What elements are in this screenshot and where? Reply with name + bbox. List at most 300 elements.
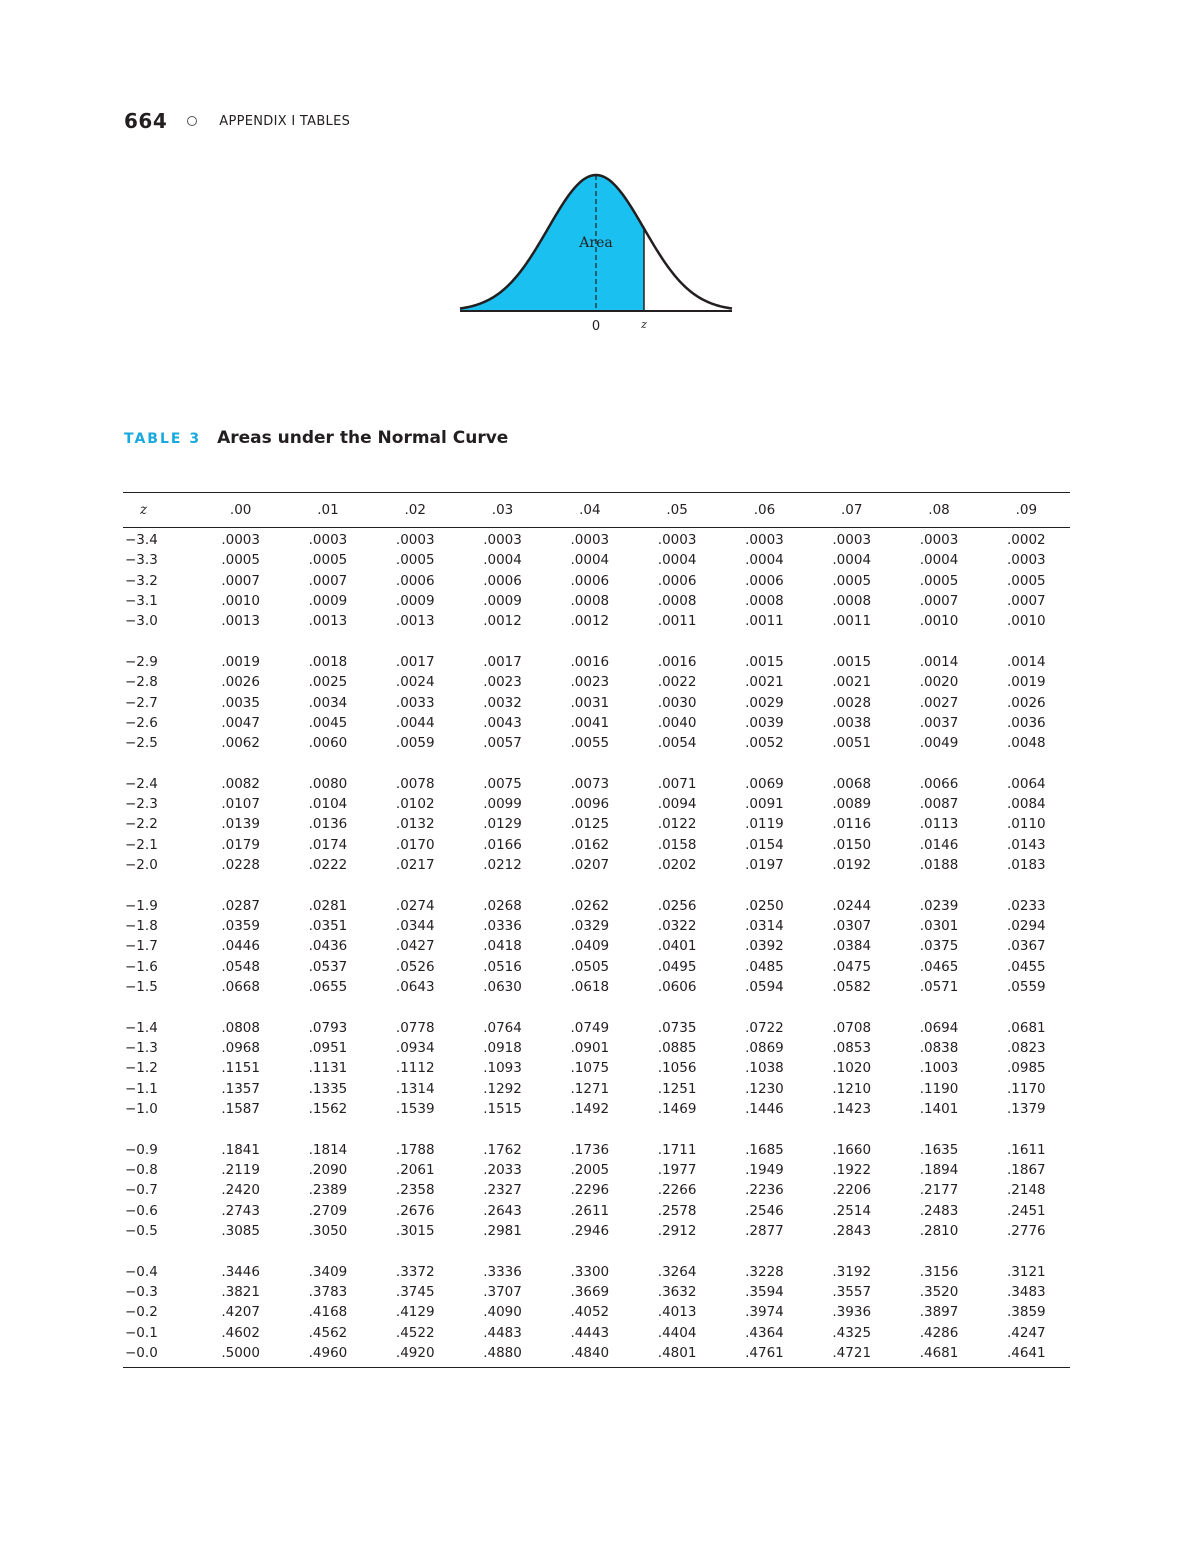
table-row: [123, 733, 1070, 753]
area-value-cell: .4364: [745, 1324, 784, 1341]
area-value-cell: .0024: [395, 674, 435, 691]
area-value-cell: .0139: [221, 816, 260, 833]
area-value-cell: .1949: [745, 1161, 784, 1178]
area-value-cell: .0526: [395, 958, 435, 975]
area-value-cell: .2743: [221, 1202, 260, 1219]
area-value-cell: .0021: [832, 674, 872, 691]
area-value-cell: .0582: [832, 979, 872, 996]
area-value-cell: .0548: [221, 958, 260, 975]
column-header: .07: [840, 502, 863, 518]
area-value-cell: .0037: [919, 714, 959, 731]
area-value-cell: .1841: [221, 1141, 260, 1158]
group-spacer: [123, 632, 1070, 652]
group-spacer: [123, 754, 1070, 774]
area-value-cell: .1922: [832, 1161, 872, 1178]
area-value-cell: .2810: [919, 1223, 959, 1240]
area-value-cell: .4522: [395, 1324, 435, 1341]
z-value-cell: −2.3: [125, 796, 158, 813]
area-value-cell: .0009: [308, 592, 348, 609]
page-number: 664: [124, 109, 168, 133]
area-value-cell: .0179: [221, 836, 260, 853]
area-value-cell: .0008: [657, 592, 697, 609]
z-value-cell: −0.6: [125, 1202, 158, 1219]
area-value-cell: .4013: [657, 1304, 697, 1321]
area-value-cell: .1112: [395, 1060, 435, 1077]
area-value-cell: .3974: [745, 1304, 784, 1321]
area-value-cell: .0228: [221, 857, 260, 874]
area-value-cell: .4286: [919, 1324, 959, 1341]
area-value-cell: .0018: [308, 653, 348, 670]
page-header: [124, 108, 350, 134]
area-value-cell: .1711: [657, 1141, 697, 1158]
area-value-cell: .0027: [919, 694, 959, 711]
area-value-cell: .1635: [919, 1141, 959, 1158]
area-value-cell: .0003: [1007, 552, 1046, 569]
area-value-cell: .1736: [570, 1141, 610, 1158]
area-value-cell: .2119: [221, 1161, 260, 1178]
area-value-cell: .0094: [657, 796, 697, 813]
area-value-cell: .0007: [1007, 592, 1046, 609]
area-value-cell: .0030: [657, 694, 697, 711]
area-value-cell: .0023: [483, 674, 522, 691]
area-value-cell: .1314: [395, 1080, 435, 1097]
z-value-cell: −2.5: [125, 735, 158, 752]
area-value-cell: .0049: [919, 735, 959, 752]
area-value-cell: .0016: [570, 653, 610, 670]
z-value-cell: −3.0: [125, 613, 158, 630]
area-value-cell: .4207: [221, 1304, 260, 1321]
area-value-cell: .0019: [221, 653, 260, 670]
area-label: Area: [579, 235, 613, 251]
area-value-cell: .0166: [483, 836, 522, 853]
area-value-cell: .0384: [832, 938, 872, 955]
area-value-cell: .4168: [308, 1304, 348, 1321]
area-value-cell: .0418: [483, 938, 522, 955]
area-value-cell: .4761: [721, 1343, 808, 1368]
area-value-cell: .0005: [308, 552, 348, 569]
area-value-cell: .0080: [308, 775, 348, 792]
area-value-cell: .1539: [395, 1101, 435, 1118]
area-value-cell: .3336: [483, 1263, 522, 1280]
shaded-area: [460, 175, 644, 311]
area-value-cell: .3446: [221, 1263, 260, 1280]
area-value-cell: .0233: [1007, 897, 1046, 914]
area-value-cell: .0048: [1007, 735, 1046, 752]
spacer-cell: [123, 997, 1070, 1017]
table-row: [123, 774, 1070, 794]
z-value-cell: −1.2: [125, 1060, 158, 1077]
area-value-cell: .4562: [308, 1324, 348, 1341]
area-value-cell: .0934: [395, 1040, 435, 1056]
table-row: [123, 1079, 1070, 1099]
area-value-cell: .2981: [483, 1223, 522, 1240]
area-value-cell: .1271: [570, 1080, 610, 1097]
area-value-cell: .0136: [308, 816, 348, 833]
area-value-cell: .1230: [745, 1080, 784, 1097]
area-value-cell: .1814: [308, 1141, 348, 1158]
area-value-cell: .0808: [221, 1019, 260, 1036]
area-value-cell: .3192: [832, 1263, 872, 1280]
area-value-cell: .0038: [832, 714, 872, 731]
area-value-cell: .4641: [983, 1343, 1070, 1368]
spacer-cell: [123, 754, 1070, 774]
area-value-cell: .4721: [808, 1343, 895, 1368]
area-value-cell: .3859: [1007, 1304, 1046, 1321]
z-value-cell: −2.0: [125, 857, 158, 874]
area-value-cell: .0005: [221, 552, 260, 569]
area-value-cell: .1335: [308, 1080, 348, 1097]
area-value-cell: .0026: [221, 674, 260, 691]
z-value-cell: −3.1: [125, 592, 158, 609]
area-value-cell: .4840: [546, 1343, 633, 1368]
area-value-cell: .0066: [919, 775, 959, 792]
area-value-cell: .4801: [633, 1343, 720, 1368]
area-value-cell: .2033: [483, 1161, 522, 1178]
area-value-cell: .4129: [395, 1304, 435, 1321]
area-value-cell: .0096: [570, 796, 610, 813]
z-table: [123, 492, 1070, 1368]
area-value-cell: .0197: [745, 857, 784, 874]
area-value-cell: .0017: [483, 653, 522, 670]
area-value-cell: .0294: [1007, 918, 1046, 935]
z-value-cell: −2.8: [125, 674, 158, 691]
area-value-cell: .0014: [1007, 653, 1046, 670]
area-value-cell: .0307: [832, 918, 872, 935]
area-value-cell: .0004: [919, 552, 959, 569]
area-value-cell: .0392: [745, 938, 784, 955]
area-value-cell: .4325: [832, 1324, 872, 1341]
area-value-cell: .0183: [1007, 857, 1046, 874]
normal-curve-figure: [450, 165, 750, 340]
area-value-cell: .0006: [745, 572, 784, 589]
area-value-cell: .2643: [483, 1202, 522, 1219]
area-value-cell: .0003: [308, 532, 348, 548]
area-value-cell: .0004: [657, 552, 697, 569]
area-value-cell: .1660: [832, 1141, 872, 1158]
area-value-cell: .0594: [745, 979, 784, 996]
area-value-cell: .1587: [221, 1101, 260, 1118]
area-value-cell: .0069: [745, 775, 784, 792]
area-value-cell: .4880: [459, 1343, 546, 1368]
column-header: .09: [1015, 502, 1038, 518]
z-value-cell: −1.3: [125, 1040, 158, 1056]
area-value-cell: .0006: [395, 572, 435, 589]
area-value-cell: .0129: [483, 816, 522, 833]
area-value-cell: .0078: [395, 775, 435, 792]
area-value-cell: .0011: [745, 613, 784, 630]
area-value-cell: .0017: [395, 653, 435, 670]
area-value-cell: .0274: [395, 897, 435, 914]
area-value-cell: .0281: [308, 897, 348, 914]
area-value-cell: .0009: [483, 592, 522, 609]
table-row: [123, 528, 1070, 551]
area-value-cell: .0735: [657, 1019, 697, 1036]
area-value-cell: .0104: [308, 796, 348, 813]
area-value-cell: .3632: [657, 1283, 697, 1300]
area-value-cell: .0087: [919, 796, 959, 813]
area-value-cell: .0003: [919, 532, 959, 548]
area-value-cell: .0071: [657, 775, 697, 792]
area-value-cell: .0681: [1007, 1019, 1046, 1036]
zero-label: 0: [591, 319, 601, 334]
area-value-cell: .1762: [483, 1141, 522, 1158]
column-header: .02: [404, 502, 426, 518]
area-value-cell: .0838: [919, 1040, 959, 1056]
area-value-cell: .0668: [221, 979, 260, 996]
area-value-cell: .0367: [1007, 938, 1046, 955]
area-value-cell: .4090: [483, 1304, 522, 1321]
table-body: [123, 528, 1070, 1368]
area-value-cell: .0192: [832, 857, 872, 874]
area-value-cell: .0708: [832, 1019, 872, 1036]
area-value-cell: .2546: [745, 1202, 784, 1219]
area-value-cell: .2578: [657, 1202, 697, 1219]
table-row: [123, 835, 1070, 855]
area-value-cell: .3156: [919, 1263, 959, 1280]
area-value-cell: .0122: [657, 816, 697, 833]
area-value-cell: .0012: [570, 613, 610, 630]
table-title: Areas under the Normal Curve: [217, 428, 509, 448]
area-value-cell: .0409: [570, 938, 610, 955]
area-value-cell: .0188: [919, 857, 959, 874]
spacer-cell: [123, 1241, 1070, 1261]
z-value-cell: −0.3: [125, 1283, 158, 1300]
area-value-cell: .0091: [745, 796, 784, 813]
area-value-cell: .0102: [395, 796, 435, 813]
z-value-cell: −1.4: [125, 1019, 158, 1036]
area-value-cell: .0262: [570, 897, 610, 914]
area-value-cell: .0968: [221, 1040, 260, 1056]
z-value-cell: −0.2: [125, 1304, 158, 1321]
area-value-cell: .0239: [919, 897, 959, 914]
area-value-cell: .0268: [483, 897, 522, 914]
area-value-cell: .0202: [657, 857, 697, 874]
z-value-cell: −3.4: [125, 532, 158, 548]
area-value-cell: .0119: [745, 816, 784, 833]
table-row: [123, 814, 1070, 834]
area-value-cell: .1170: [1007, 1080, 1046, 1097]
area-value-cell: .0559: [1007, 979, 1046, 996]
area-value-cell: .2236: [745, 1182, 784, 1199]
area-value-cell: .1131: [308, 1060, 348, 1077]
area-value-cell: .3085: [221, 1223, 260, 1240]
area-value-cell: .0044: [395, 714, 435, 731]
area-value-cell: .0495: [657, 958, 697, 975]
table-row: [123, 611, 1070, 631]
area-value-cell: .0823: [1007, 1040, 1046, 1056]
z-label: z: [641, 318, 647, 331]
area-value-cell: .0089: [832, 796, 872, 813]
area-value-cell: .1251: [657, 1080, 697, 1097]
area-value-cell: .0465: [919, 958, 959, 975]
z-value-cell: −2.9: [125, 653, 158, 670]
table-label: TABLE 3: [124, 431, 202, 447]
area-value-cell: .0222: [308, 857, 348, 874]
area-value-cell: .0446: [221, 938, 260, 955]
area-value-cell: .3372: [395, 1263, 435, 1280]
area-value-cell: .0041: [570, 714, 610, 731]
area-value-cell: .0039: [745, 714, 784, 731]
area-value-cell: .1894: [919, 1161, 959, 1178]
area-value-cell: .0004: [483, 552, 522, 569]
area-value-cell: .0154: [745, 836, 784, 853]
area-value-cell: .0013: [308, 613, 348, 630]
area-value-cell: .2912: [657, 1223, 697, 1240]
area-value-cell: .2451: [1007, 1202, 1046, 1219]
area-value-cell: .1038: [745, 1060, 784, 1077]
area-value-cell: .0256: [657, 897, 697, 914]
area-value-cell: .3520: [919, 1283, 959, 1300]
area-value-cell: .0068: [832, 775, 872, 792]
running-head: APPENDIX I TABLES: [219, 113, 351, 129]
area-value-cell: .0062: [221, 735, 260, 752]
area-value-cell: .0344: [395, 918, 435, 935]
area-value-cell: .0007: [308, 572, 348, 589]
spacer-cell: [123, 875, 1070, 895]
area-value-cell: .3228: [745, 1263, 784, 1280]
area-value-cell: .1515: [483, 1101, 522, 1118]
area-value-cell: .3669: [570, 1283, 610, 1300]
area-value-cell: .2358: [395, 1182, 435, 1199]
area-value-cell: .0007: [221, 572, 260, 589]
area-value-cell: .1867: [1007, 1161, 1046, 1178]
area-value-cell: .1788: [395, 1141, 435, 1158]
table-row: [123, 936, 1070, 956]
table-row: [123, 1058, 1070, 1078]
table-row: [123, 692, 1070, 712]
area-value-cell: .1190: [919, 1080, 959, 1097]
area-value-cell: .1401: [919, 1101, 959, 1118]
table-row: [123, 1261, 1070, 1281]
area-value-cell: .0013: [221, 613, 260, 630]
area-value-cell: .0008: [832, 592, 872, 609]
area-value-cell: .0011: [832, 613, 872, 630]
column-header-z: z: [140, 502, 148, 518]
area-value-cell: .0485: [745, 958, 784, 975]
area-value-cell: .4052: [570, 1304, 610, 1321]
area-value-cell: .0764: [483, 1019, 522, 1036]
area-value-cell: .1357: [221, 1080, 260, 1097]
area-value-cell: .0010: [919, 613, 959, 630]
area-value-cell: .2206: [832, 1182, 872, 1199]
z-value-cell: −0.9: [125, 1141, 158, 1158]
area-value-cell: .0022: [657, 674, 697, 691]
area-value-cell: .0643: [395, 979, 435, 996]
area-value-cell: .1446: [745, 1101, 784, 1118]
area-value-cell: .0162: [570, 836, 610, 853]
area-value-cell: .0032: [483, 694, 522, 711]
area-value-cell: .1075: [570, 1060, 610, 1077]
area-value-cell: .0073: [570, 775, 610, 792]
group-spacer: [123, 875, 1070, 895]
table-row: [123, 1099, 1070, 1119]
area-value-cell: .0059: [395, 735, 435, 752]
area-value-cell: .0004: [745, 552, 784, 569]
table-row: [123, 672, 1070, 692]
table-caption: [124, 428, 508, 448]
area-value-cell: .0630: [483, 979, 522, 996]
area-value-cell: .0075: [483, 775, 522, 792]
area-value-cell: .4602: [221, 1324, 260, 1341]
z-value-cell: −1.7: [125, 938, 158, 955]
column-header: .03: [491, 502, 514, 518]
column-header: .01: [317, 502, 339, 518]
table-row: [123, 794, 1070, 814]
area-value-cell: .0010: [221, 592, 260, 609]
area-value-cell: .0004: [570, 552, 610, 569]
table-row: [123, 855, 1070, 875]
area-value-cell: .2420: [221, 1182, 260, 1199]
area-value-cell: .1093: [483, 1060, 522, 1077]
area-value-cell: .4483: [483, 1324, 522, 1341]
area-value-cell: .0007: [919, 592, 959, 609]
table-row: [123, 1139, 1070, 1159]
area-value-cell: .2389: [308, 1182, 348, 1199]
area-value-cell: .0212: [483, 857, 522, 874]
area-value-cell: .0143: [1007, 836, 1046, 853]
area-value-cell: .0035: [221, 694, 260, 711]
area-value-cell: .0250: [745, 897, 784, 914]
area-value-cell: .0749: [570, 1019, 610, 1036]
area-value-cell: .0013: [395, 613, 435, 630]
table-row: [123, 1323, 1070, 1343]
area-value-cell: .2514: [832, 1202, 872, 1219]
area-value-cell: .0207: [570, 857, 610, 874]
area-value-cell: .0359: [221, 918, 260, 935]
area-value-cell: .2327: [483, 1182, 522, 1199]
area-value-cell: .2611: [570, 1202, 610, 1219]
area-value-cell: .0052: [745, 735, 784, 752]
table-row: [123, 652, 1070, 672]
area-value-cell: .0008: [745, 592, 784, 609]
table-row: [123, 1302, 1070, 1322]
area-value-cell: .0015: [832, 653, 872, 670]
area-value-cell: .0064: [1007, 775, 1046, 792]
area-value-cell: .4681: [895, 1343, 982, 1368]
area-value-cell: .1492: [570, 1101, 610, 1118]
z-value-cell: −1.1: [125, 1080, 158, 1097]
table-row: [123, 957, 1070, 977]
area-value-cell: .0045: [308, 714, 348, 731]
area-value-cell: .0019: [1007, 674, 1046, 691]
area-value-cell: .0329: [570, 918, 610, 935]
area-value-cell: .0150: [832, 836, 872, 853]
group-spacer: [123, 997, 1070, 1017]
column-header: .00: [229, 502, 252, 518]
table-row: [123, 1343, 1070, 1368]
area-value-cell: .2676: [395, 1202, 435, 1219]
area-value-cell: .3783: [308, 1283, 348, 1300]
area-value-cell: .0060: [308, 735, 348, 752]
area-value-cell: .2296: [570, 1182, 610, 1199]
area-value-cell: .1611: [1007, 1141, 1046, 1158]
area-value-cell: .1056: [657, 1060, 697, 1077]
area-value-cell: .0012: [483, 613, 522, 630]
area-value-cell: .0336: [483, 918, 522, 935]
z-value-cell: −2.1: [125, 836, 158, 853]
area-value-cell: .2266: [657, 1182, 697, 1199]
z-value-cell: −3.3: [125, 552, 158, 569]
area-value-cell: .2090: [308, 1161, 348, 1178]
area-value-cell: .3264: [657, 1263, 697, 1280]
area-value-cell: .1685: [745, 1141, 784, 1158]
area-value-cell: .0005: [919, 572, 959, 589]
area-value-cell: .2776: [1007, 1223, 1046, 1240]
area-value-cell: .0003: [570, 532, 610, 548]
area-value-cell: .3821: [221, 1283, 260, 1300]
area-value-cell: .0951: [308, 1040, 348, 1056]
area-value-cell: .0985: [1007, 1060, 1046, 1077]
